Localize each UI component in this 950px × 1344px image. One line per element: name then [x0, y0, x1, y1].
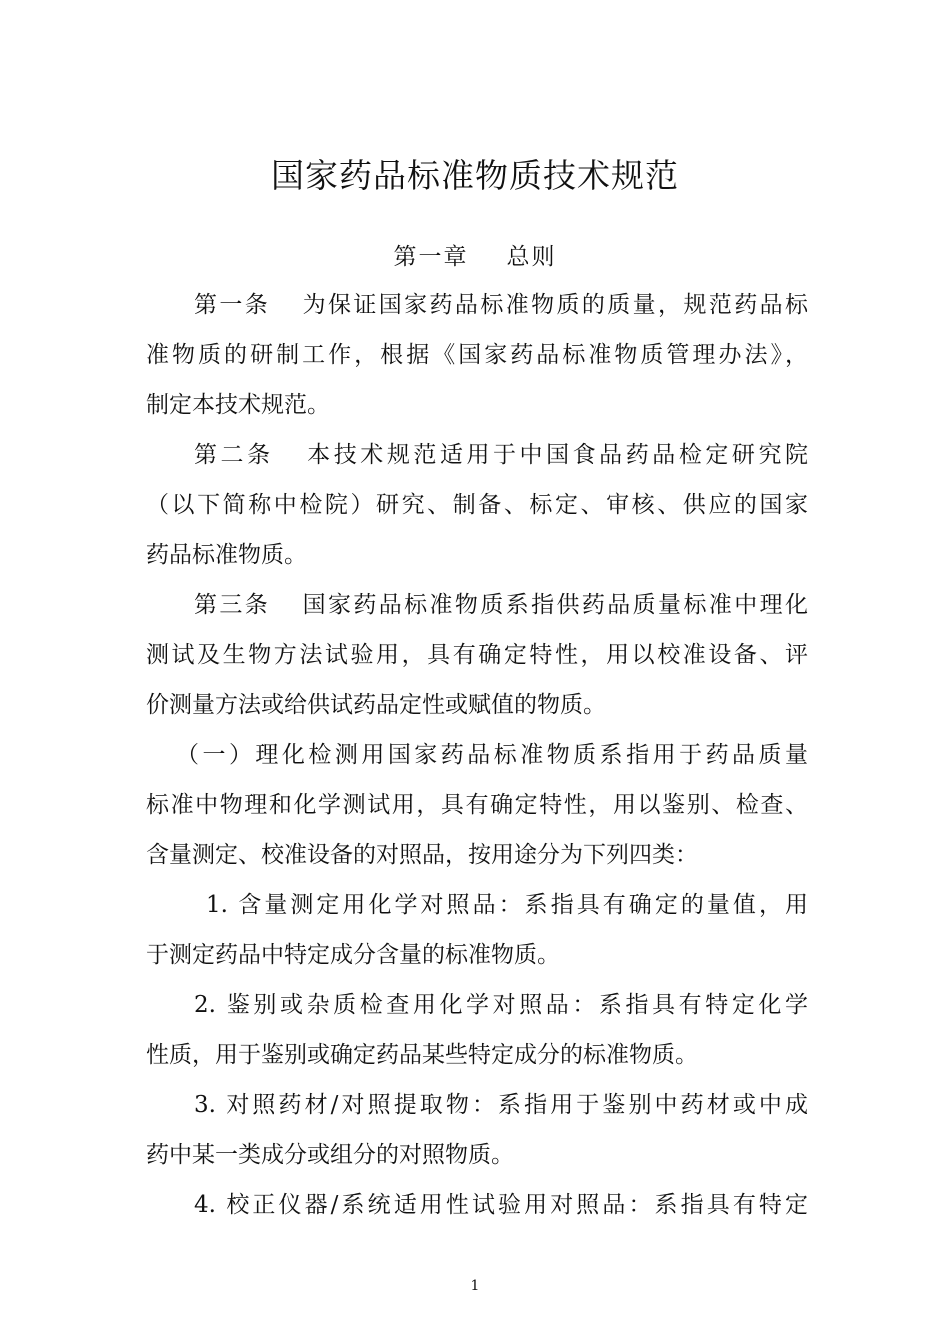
page-number: 1 — [470, 1278, 480, 1294]
paragraph-line — [194, 285, 808, 325]
paragraph-line — [194, 435, 808, 475]
paragraph-line — [194, 585, 808, 625]
chapter-name: 总则 — [506, 244, 557, 270]
chapter-heading — [0, 234, 950, 280]
article-label: 第二条 — [194, 442, 274, 468]
article-label: 第三条 — [194, 592, 271, 618]
paragraph-text: 本技术规范适用于中国食品药品检定研究院 — [303, 442, 809, 468]
paragraph-line: 药中某一类成分或组分的对照物质。 — [146, 1142, 514, 1168]
paragraph-line: 于测定药品中特定成分含量的标准物质。 — [146, 942, 560, 968]
paragraph-line: 制定本技术规范。 — [146, 392, 330, 418]
chapter-label: 第一章 — [393, 244, 469, 270]
paragraph-line: 价测量方法或给供试药品定性或赋值的物质。 — [146, 692, 606, 718]
paragraph-line: （一）理化检测用国家药品标准物质系指用于药品质量 — [176, 742, 808, 768]
document-title: 国家药品标准物质技术规范 — [271, 156, 679, 195]
paragraph-line: 准物质的研制工作，根据《国家药品标准物质管理办法》， — [146, 342, 808, 368]
paragraph-line: 1. 含量测定用化学对照品：系指具有确定的量值，用 — [206, 892, 808, 918]
article-label: 第一条 — [194, 292, 271, 318]
paragraph-text: 国家药品标准物质系指供药品质量标准中理化 — [300, 592, 809, 618]
paragraph-line: 2. 鉴别或杂质检查用化学对照品：系指具有特定化学 — [194, 992, 808, 1018]
paragraph-line: 3. 对照药材/对照提取物：系指用于鉴别中药材或中成 — [194, 1092, 808, 1118]
paragraph-line: 4. 校正仪器/系统适用性试验用对照品：系指具有特定 — [194, 1192, 808, 1218]
paragraph-line: （以下简称中检院）研究、制备、标定、审核、供应的国家 — [146, 492, 808, 518]
paragraph-line: 性质，用于鉴别或确定药品某些特定成分的标准物质。 — [146, 1042, 698, 1068]
paragraph-line: 测试及生物方法试验用，具有确定特性，用以校准设备、评 — [146, 642, 808, 668]
paragraph-line: 标准中物理和化学测试用，具有确定特性，用以鉴别、检查、 — [146, 792, 808, 818]
paragraph-line: 药品标准物质。 — [146, 542, 307, 568]
paragraph-text: 为保证国家药品标准物质的质量，规范药品标 — [300, 292, 809, 318]
paragraph-line: 含量测定、校准设备的对照品，按用途分为下列四类： — [146, 842, 698, 868]
